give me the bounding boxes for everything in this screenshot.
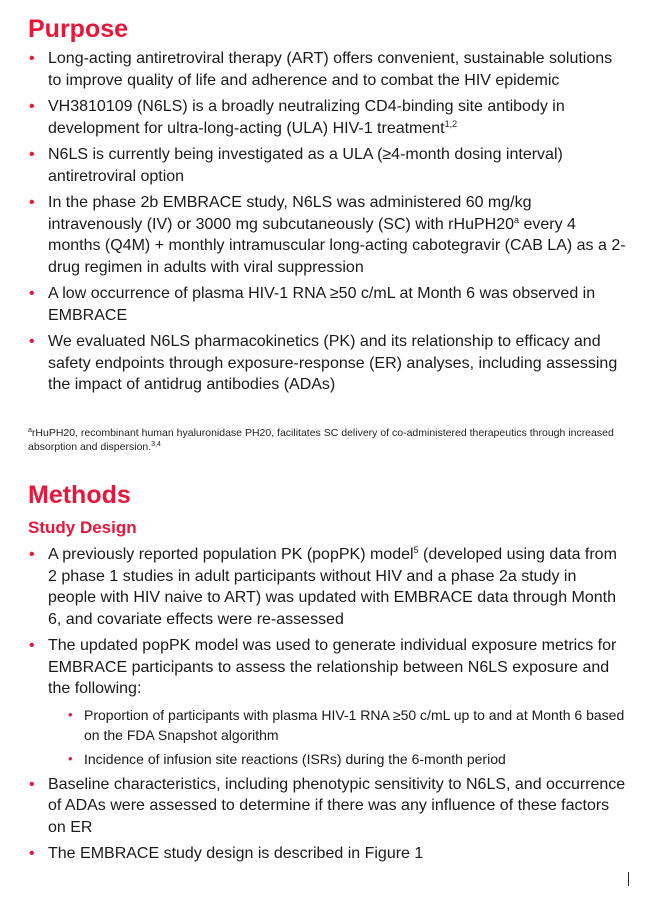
purpose-bullet-6: • We evaluated N6LS pharmacokinetics (PK) and its relationship to efficacy and safety endpoints through exposure-response (ER) analyses, including assessing the impact of antidrug antibodies (ADAs) <box>28 331 628 396</box>
purpose-bullet-1: • Long-acting antiretroviral therapy (ART) offers convenient, sustainable solutions to improve quality of life and adherence and to combat the HIV epidemic <box>28 48 628 91</box>
methods-bullet-1: • A previously reported population PK (popPK) model$^5$ (developed using data from 2 phase 1 studies in adult participants without HIV and a phase 2a study in people with HIV naive to ART) was updated with EMBRACE data through Month 6, and covariate effects were re-assessed <box>28 544 628 630</box>
purpose-bullet-5: • A low occurrence of plasma HIV-1 RNA ≥50 c/mL at Month 6 was observed in EMBRACE <box>28 283 628 326</box>
methods-sub-bullet-list <box>48 705 628 769</box>
methods-sub-bullet-2: • Incidence of infusion site reactions (ISRs) during the 6-month period <box>68 749 628 769</box>
text-cursor <box>628 872 629 886</box>
methods-sub-bullet-1: • Proportion of participants with plasma HIV-1 RNA ≥50 c/mL up to and at Month 6 based on the FDA Snapshot algorithm <box>68 705 628 745</box>
citation-superscript: 1,2 <box>444 118 458 129</box>
methods-bullet-list <box>28 544 628 870</box>
purpose-footnote: $^a$rHuPH20, recombinant human hyaluronidase PH20, facilitates SC delivery of co-administered therapeutics through increased absorption and dispersion.$^{3,4}$ <box>28 427 614 453</box>
purpose-bullet-3: • N6LS is currently being investigated as a ULA (≥4-month dosing interval) antiretroviral option <box>28 144 628 187</box>
study-design-subheading: Study Design <box>28 518 137 537</box>
purpose-bullet-list <box>28 48 628 401</box>
methods-bullet-3: • Baseline characteristics, including phenotypic sensitivity to N6LS, and occurrence of ADAs were assessed to determine if there was any influence of these factors on ER <box>28 774 628 839</box>
purpose-bullet-2: • VH3810109 (N6LS) is a broadly neutralizing CD4-binding site antibody in development for ultra-long-acting (ULA) HIV-1 treatment$^{1,2}$ <box>28 96 628 139</box>
purpose-bullet-4: • In the phase 2b EMBRACE study, N6LS was administered 60 mg/kg intravenously (IV) or 3000 mg subcutaneously (SC) with rHuPH20$^a$ every 4 months (Q4M) + monthly intramuscular long-acting cabotegravir (CAB LA) as a 2-drug regimen in adults with viral suppression <box>28 192 628 278</box>
footnote-superscript: a <box>513 214 519 225</box>
purpose-heading: Purpose <box>28 15 129 43</box>
methods-bullet-4: • The EMBRACE study design is described in Figure 1 <box>28 843 628 865</box>
methods-heading: Methods <box>28 481 131 509</box>
methods-bullet-2: • The updated popPK model was used to generate individual exposure metrics for EMBRACE participants to assess the relationship between N6LS exposure and the following: • Proportion of participants with plasma HIV-1 RNA ≥50 c/mL up to and at Month 6 based on the FDA Snapshot algorithm • Incidence of infusion site reactions (ISRs) during the 6-month period <box>28 635 628 769</box>
citation-superscript: 5 <box>413 545 419 555</box>
